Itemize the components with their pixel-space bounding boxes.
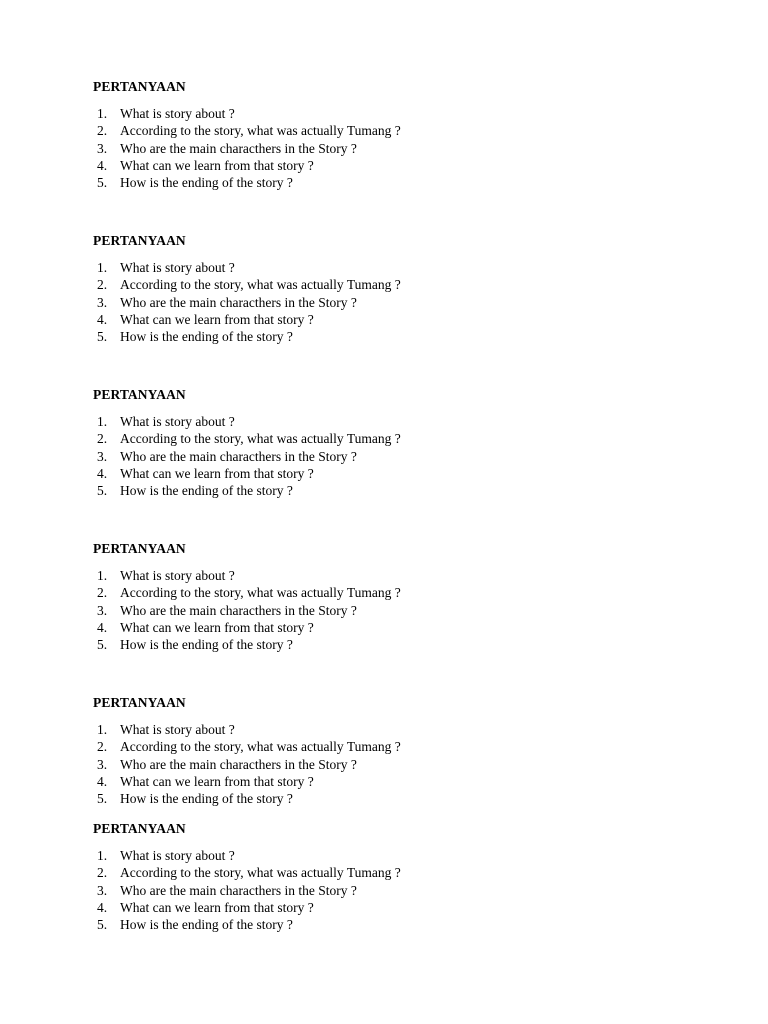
- question-number: 4.: [97, 899, 108, 915]
- question-item: [93, 756, 693, 773]
- question-number: 1.: [97, 848, 108, 863]
- question-text: Who are the main characthers in the Story ?: [120, 602, 357, 618]
- question-item: [93, 882, 693, 899]
- question-number: 1.: [97, 722, 108, 737]
- question-item: [93, 276, 693, 293]
- question-text: According to the story, what was actually Tumang ?: [120, 739, 401, 755]
- question-item: [93, 899, 693, 916]
- question-number: 5.: [97, 483, 108, 499]
- question-item: [93, 328, 693, 345]
- section-heading: PERTANYAAN: [93, 821, 186, 836]
- question-item: [93, 174, 693, 191]
- question-text: According to the story, what was actually Tumang ?: [120, 431, 401, 447]
- question-item: [93, 465, 693, 482]
- question-text: What is story about ?: [120, 568, 235, 583]
- question-number: 4.: [97, 773, 108, 789]
- question-text: What is story about ?: [120, 722, 235, 737]
- question-item: [93, 430, 693, 447]
- question-text: What can we learn from that story ?: [120, 899, 314, 915]
- question-item: [93, 602, 693, 619]
- question-list: [93, 105, 693, 191]
- question-item: [93, 105, 693, 122]
- question-text: What is story about ?: [120, 848, 235, 863]
- question-text: How is the ending of the story ?: [120, 175, 293, 191]
- question-item: [93, 140, 693, 157]
- question-section: [93, 79, 693, 191]
- question-item: [93, 864, 693, 881]
- question-item: [93, 847, 693, 864]
- question-number: 1.: [97, 260, 108, 275]
- question-number: 4.: [97, 619, 108, 635]
- question-number: 2.: [97, 585, 108, 601]
- question-number: 3.: [97, 756, 108, 772]
- question-text: Who are the main characthers in the Story ?: [120, 756, 357, 772]
- question-item: [93, 413, 693, 430]
- question-number: 2.: [97, 739, 108, 755]
- section-heading: PERTANYAAN: [93, 541, 186, 556]
- question-item: [93, 790, 693, 807]
- question-text: What can we learn from that story ?: [120, 773, 314, 789]
- question-list: [93, 847, 693, 933]
- question-text: According to the story, what was actually Tumang ?: [120, 123, 401, 139]
- question-item: [93, 619, 693, 636]
- question-text: Who are the main characthers in the Story ?: [120, 294, 357, 310]
- section-heading: PERTANYAAN: [93, 233, 186, 248]
- question-item: [93, 773, 693, 790]
- question-list: [93, 567, 693, 653]
- question-section: [93, 233, 693, 345]
- question-text: What is story about ?: [120, 106, 235, 121]
- question-list: [93, 721, 693, 807]
- question-item: [93, 636, 693, 653]
- question-item: [93, 482, 693, 499]
- section-heading: PERTANYAAN: [93, 387, 186, 402]
- question-text: How is the ending of the story ?: [120, 329, 293, 345]
- question-text: What can we learn from that story ?: [120, 311, 314, 327]
- question-item: [93, 738, 693, 755]
- question-number: 3.: [97, 602, 108, 618]
- question-text: Who are the main characthers in the Story ?: [120, 882, 357, 898]
- question-text: How is the ending of the story ?: [120, 483, 293, 499]
- question-number: 3.: [97, 882, 108, 898]
- question-item: [93, 567, 693, 584]
- question-number: 3.: [97, 140, 108, 156]
- question-text: According to the story, what was actually Tumang ?: [120, 585, 401, 601]
- question-section: [93, 541, 693, 653]
- question-text: What is story about ?: [120, 414, 235, 429]
- question-number: 4.: [97, 157, 108, 173]
- question-number: 2.: [97, 431, 108, 447]
- question-number: 1.: [97, 106, 108, 121]
- question-text: What is story about ?: [120, 260, 235, 275]
- question-text: What can we learn from that story ?: [120, 157, 314, 173]
- question-number: 1.: [97, 414, 108, 429]
- question-text: According to the story, what was actually Tumang ?: [120, 865, 401, 881]
- question-number: 5.: [97, 637, 108, 653]
- question-number: 5.: [97, 917, 108, 933]
- question-number: 2.: [97, 123, 108, 139]
- section-heading: PERTANYAAN: [93, 79, 186, 94]
- question-item: [93, 448, 693, 465]
- question-number: 1.: [97, 568, 108, 583]
- question-item: [93, 311, 693, 328]
- question-number: 5.: [97, 175, 108, 191]
- question-number: 2.: [97, 277, 108, 293]
- question-number: 3.: [97, 448, 108, 464]
- section-heading: PERTANYAAN: [93, 695, 186, 710]
- question-text: What can we learn from that story ?: [120, 465, 314, 481]
- question-text: What can we learn from that story ?: [120, 619, 314, 635]
- question-number: 5.: [97, 791, 108, 807]
- question-item: [93, 122, 693, 139]
- question-number: 4.: [97, 311, 108, 327]
- question-number: 5.: [97, 329, 108, 345]
- question-item: [93, 157, 693, 174]
- question-number: 3.: [97, 294, 108, 310]
- question-section: [93, 387, 693, 499]
- question-section: [93, 821, 693, 933]
- question-list: [93, 413, 693, 499]
- question-text: Who are the main characthers in the Story ?: [120, 448, 357, 464]
- question-text: Who are the main characthers in the Story ?: [120, 140, 357, 156]
- question-number: 2.: [97, 865, 108, 881]
- question-number: 4.: [97, 465, 108, 481]
- question-item: [93, 294, 693, 311]
- question-item: [93, 916, 693, 933]
- question-section: [93, 695, 693, 807]
- question-item: [93, 721, 693, 738]
- question-item: [93, 584, 693, 601]
- question-text: How is the ending of the story ?: [120, 791, 293, 807]
- question-text: How is the ending of the story ?: [120, 917, 293, 933]
- question-text: According to the story, what was actually Tumang ?: [120, 277, 401, 293]
- question-item: [93, 259, 693, 276]
- question-text: How is the ending of the story ?: [120, 637, 293, 653]
- question-list: [93, 259, 693, 345]
